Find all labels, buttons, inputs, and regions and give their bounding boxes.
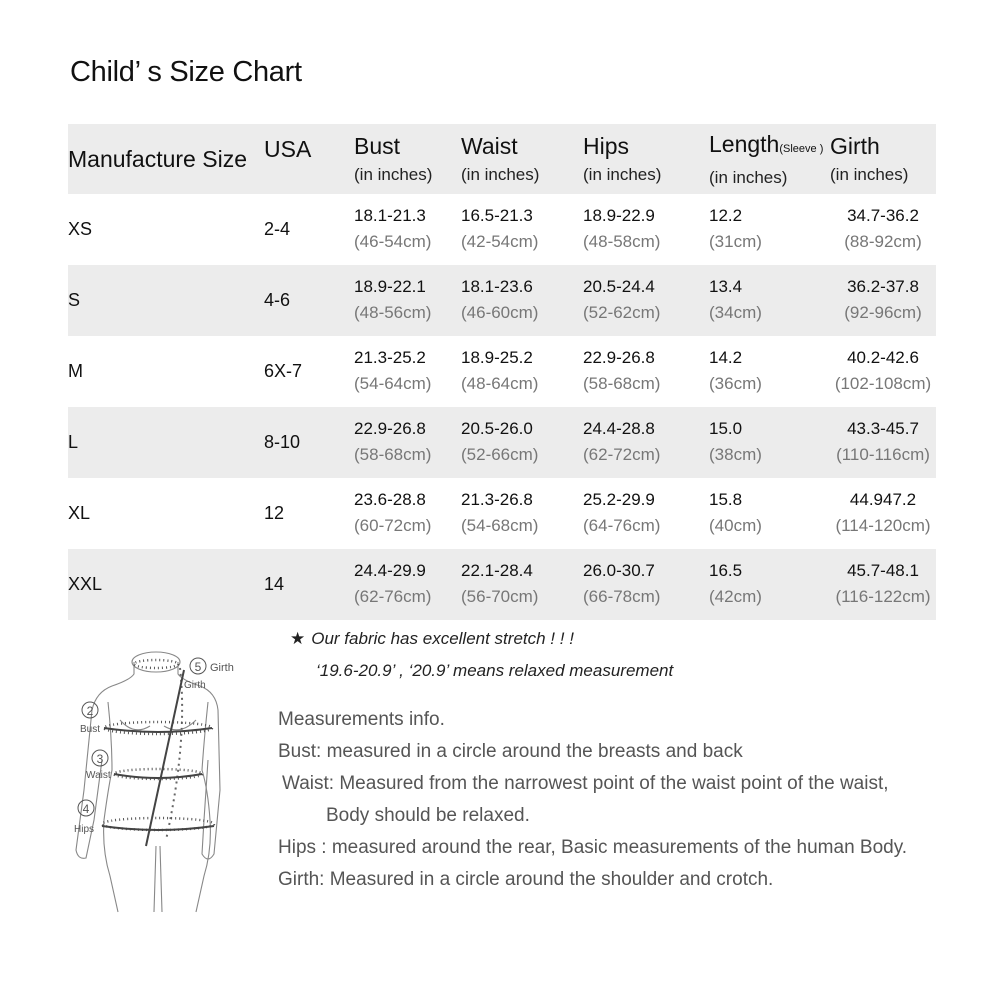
info-hips: Hips : measured around the rear, Basic measurements of the human Body. [278,837,908,858]
cell-length: 12.2 (31cm) [709,205,762,251]
cell-usa: 6X-7 [264,361,303,381]
body-measurement-figure [68,640,268,920]
cell-waist: 18.1-23.6 (46-60cm) [461,276,539,322]
cell-size: M [68,361,83,381]
page-title: Child’ s Size Chart [70,56,302,88]
table-row [68,194,936,265]
cell-usa: 14 [264,574,285,594]
bust-label: Bust [80,724,101,735]
cell-waist: 21.3-26.8 (54-68cm) [461,489,539,535]
cell-bust: 21.3-25.2 (54-64cm) [354,347,432,393]
measurements-info [278,704,907,896]
stretch-notes [290,625,673,689]
step-5-number: 5 [194,660,202,674]
header-bust: Bust (in inches) [354,133,433,184]
cell-hips: 26.0-30.7 (66-78cm) [583,560,661,606]
cell-hips: 18.9-22.9 (48-58cm) [583,205,661,251]
star-icon: ★ [290,629,306,648]
cell-girth: 40.2-42.6 (102-108cm) [834,347,932,393]
info-waist-cont: Body should be relaxed. [326,805,530,826]
cell-size: S [68,290,81,310]
table-header-row [68,124,936,194]
cell-girth: 34.7-36.2 (88-92cm) [844,205,922,251]
table-row [68,407,936,478]
cell-hips: 25.2-29.9 (64-76cm) [583,489,661,535]
waist-label: Waist [86,770,111,781]
cell-girth: 36.2-37.8 (92-96cm) [844,276,922,322]
cell-waist: 18.9-25.2 (48-64cm) [461,347,539,393]
step-3-number: 3 [96,752,104,766]
cell-waist: 20.5-26.0 (52-66cm) [461,418,539,464]
info-bust: Bust: measured in a circle around the breasts and back [278,741,743,762]
cell-hips: 22.9-26.8 (58-68cm) [583,347,661,393]
girth-label-2: Girth [184,680,206,691]
stretch-note: Our fabric has excellent stretch ! ! ! [311,629,574,648]
cell-hips: 24.4-28.8 (62-72cm) [583,418,661,464]
table-row [68,265,936,336]
header-length: Length(Sleeve ) (in inches) [709,130,824,187]
cell-length: 14.2 (36cm) [709,347,762,393]
header-girth: Girth (in inches) [830,133,909,184]
cell-waist: 22.1-28.4 (56-70cm) [461,560,539,606]
header-waist: Waist (in inches) [461,133,540,184]
cell-length: 15.0 (38cm) [709,418,762,464]
table-row [68,478,936,549]
cell-length: 15.8 (40cm) [709,489,762,535]
cell-girth: 45.7-48.1 (116-122cm) [835,560,931,606]
step-4-number: 4 [82,802,90,816]
cell-waist: 16.5-21.3 (42-54cm) [461,205,539,251]
relaxed-note: ‘19.6-20.9’ , ‘20.9’ means relaxed measurement [316,661,674,680]
hips-label: Hips [74,824,95,835]
cell-hips: 20.5-24.4 (52-62cm) [583,276,661,322]
cell-bust: 22.9-26.8 (58-68cm) [354,418,432,464]
info-heading: Measurements info. [278,709,445,730]
cell-bust: 24.4-29.9 (62-76cm) [354,560,432,606]
cell-length: 13.4 (34cm) [709,276,762,322]
cell-length: 16.5 (42cm) [709,560,762,606]
cell-girth: 44.947.2 (114-120cm) [835,489,931,535]
step-2-number: 2 [86,704,94,718]
header-manufacture-size: Manufacture Size [68,146,247,172]
cell-size: XXL [68,574,103,594]
cell-size: XS [68,219,93,239]
header-usa: USA [264,136,312,162]
cell-bust: 23.6-28.8 (60-72cm) [354,489,432,535]
cell-usa: 8-10 [264,432,301,452]
info-girth: Girth: Measured in a circle around the shoulder and crotch. [278,869,774,890]
cell-size: L [68,432,79,452]
cell-usa: 4-6 [264,290,291,310]
header-hips: Hips (in inches) [583,133,662,184]
cell-usa: 12 [264,503,285,523]
table-row [68,549,936,620]
info-waist: Waist: Measured from the narrowest point of the waist point of the waist, [282,773,889,794]
table-row [68,336,936,407]
girth-label: Girth [210,662,234,674]
cell-girth: 43.3-45.7 (110-116cm) [836,418,930,464]
cell-bust: 18.1-21.3 (46-54cm) [354,205,432,251]
cell-usa: 2-4 [264,219,291,239]
cell-bust: 18.9-22.1 (48-56cm) [354,276,432,322]
size-chart-table [68,124,936,620]
cell-size: XL [68,503,91,523]
